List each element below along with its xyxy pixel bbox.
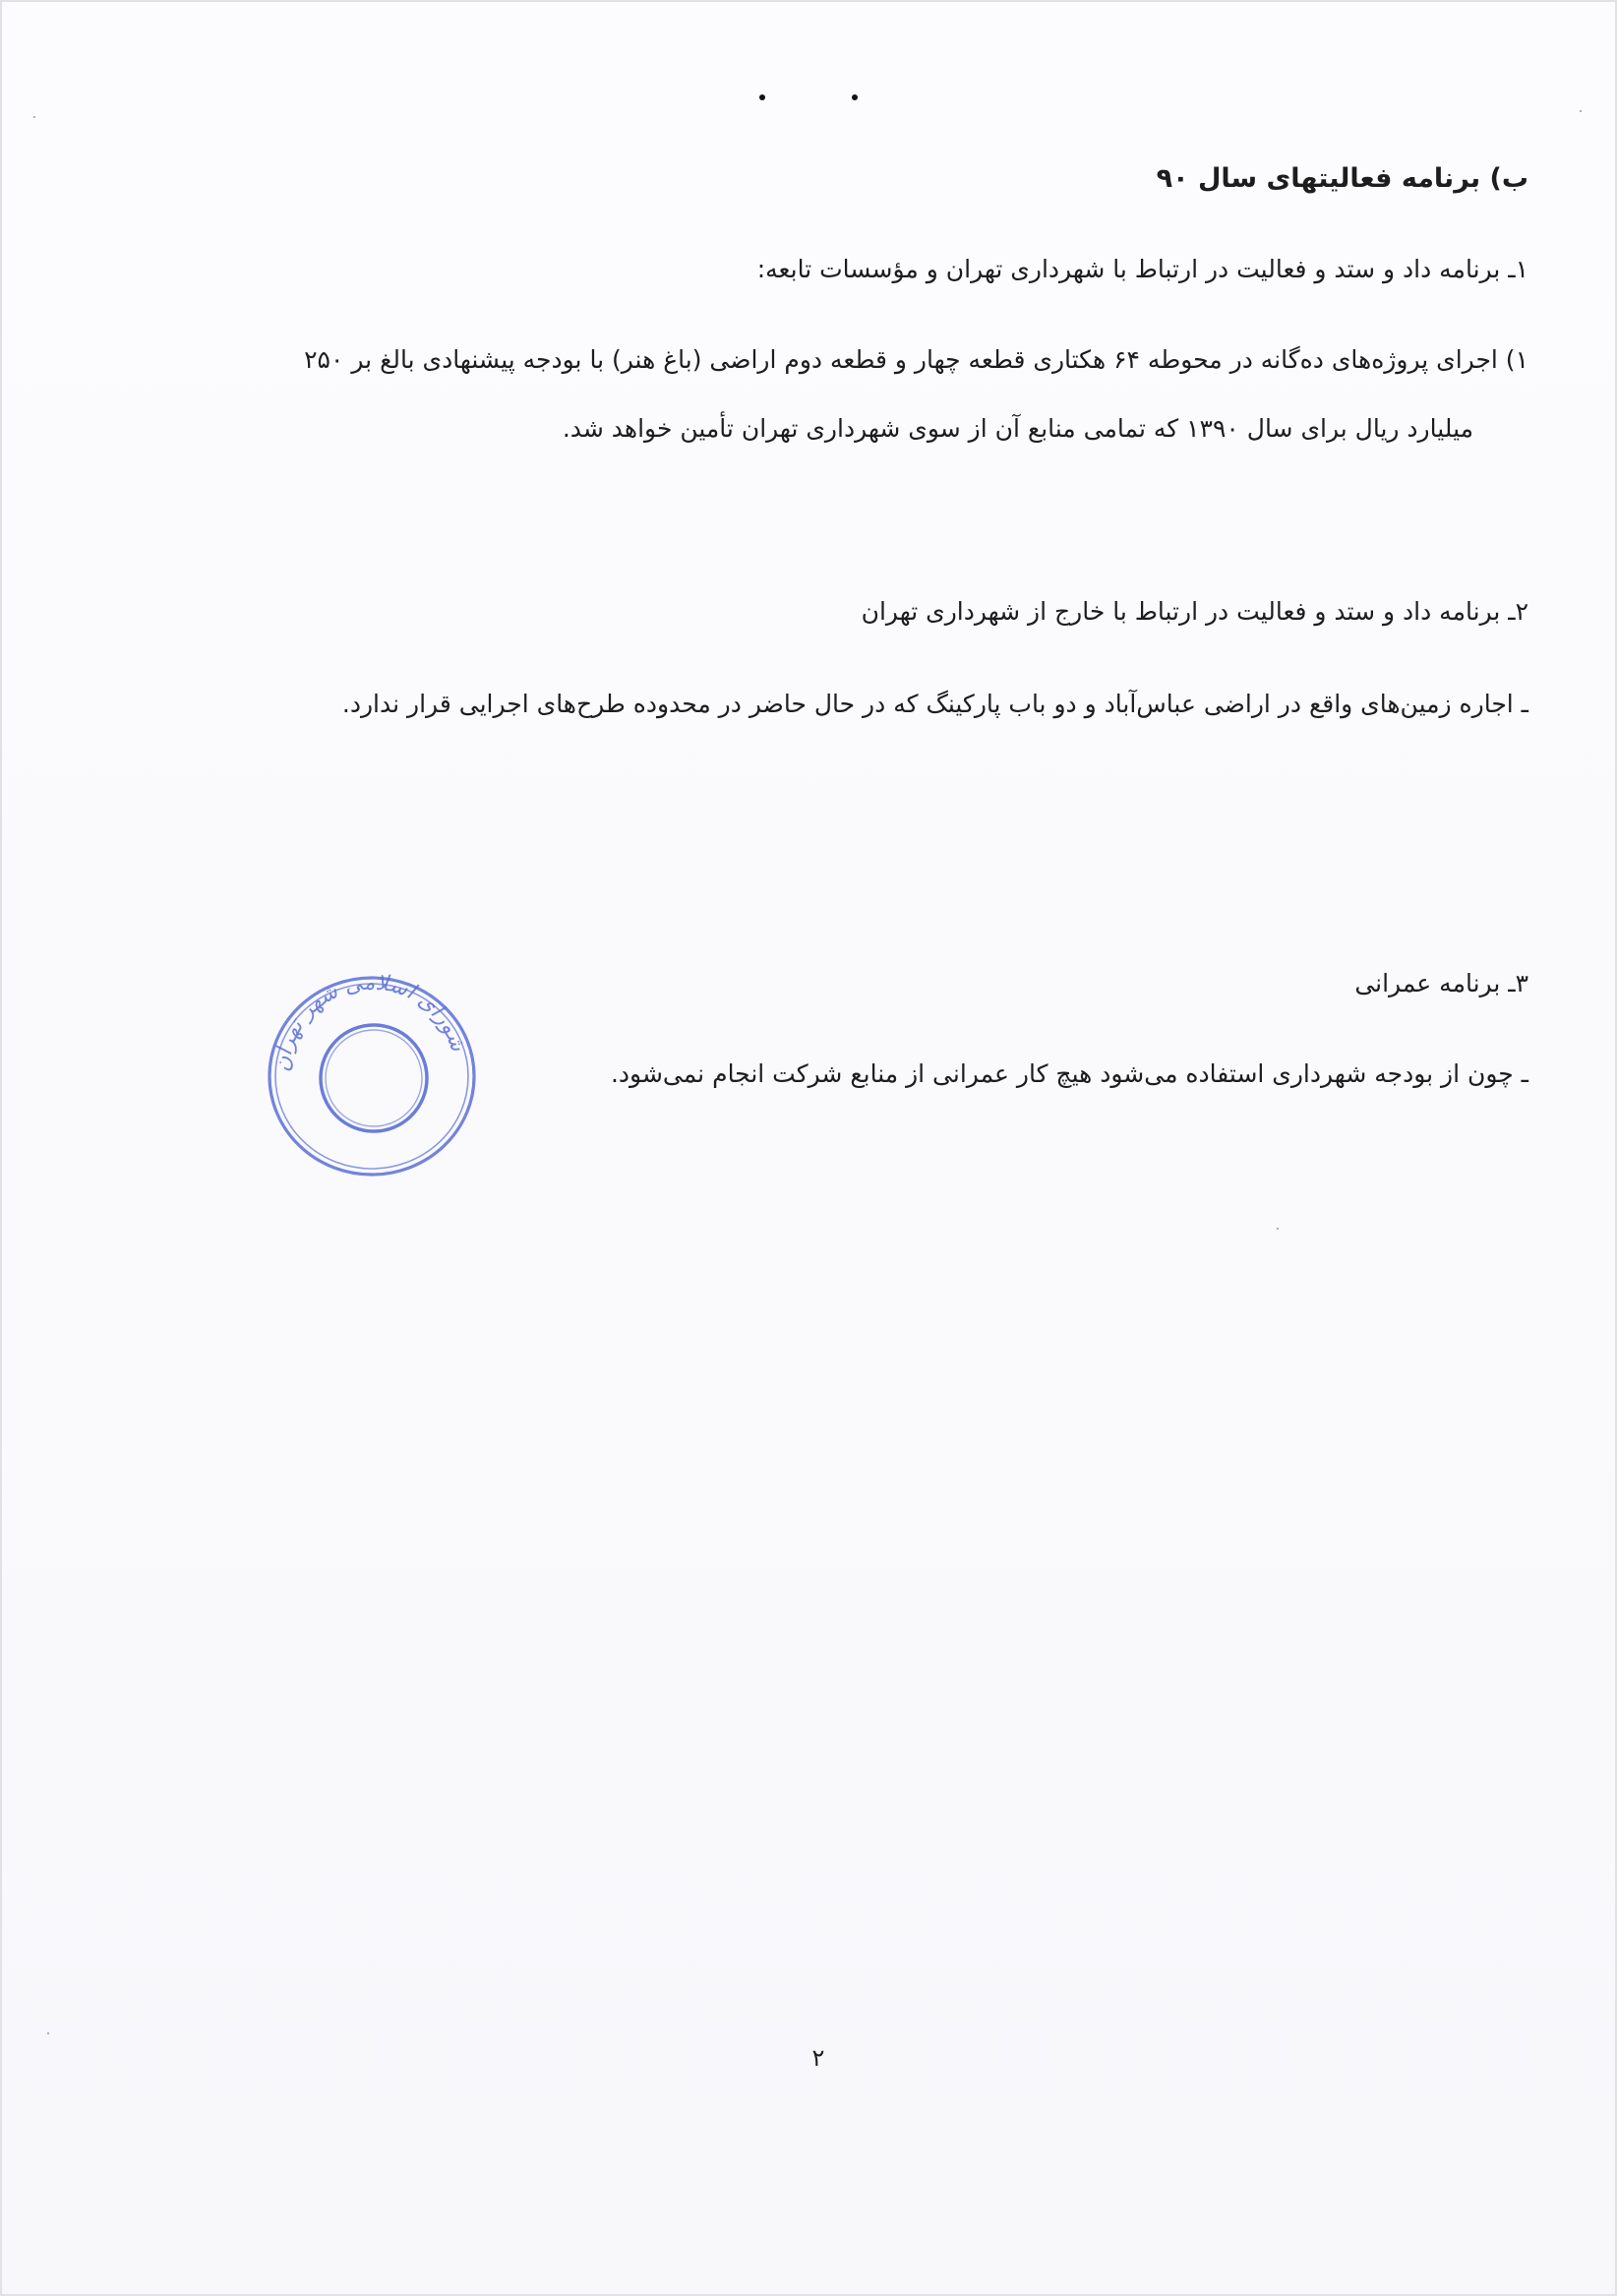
item-1-line-2: میلیارد ریال برای سال ۱۳۹۰ که تمامی منابع آن از سوی شهرداری تهران تأمین خواهد شد. (562, 414, 1473, 443)
item-1-line-1: ۱) اجرای پروژه‌های ده‌گانه در محوطه ۶۴ هکتاری قطعه چهار و قطعه دوم اراضی (باغ هنر) با بودجه پیشنهادی بالغ بر ۲۵۰ (304, 345, 1528, 374)
page-number: ۲ (811, 2044, 825, 2072)
scan-speck (1277, 1228, 1279, 1230)
item-2-title: ۲ـ برنامه داد و ستد و فعالیت در ارتباط با خارج از شهرداری تهران (861, 597, 1528, 626)
item-3-body: ـ چون از بودجه شهرداری استفاده می‌شود هیچ کار عمرانی از منابع شرکت انجام نمی‌شود. (610, 1059, 1528, 1088)
header-dot-right (852, 94, 858, 100)
scan-speck (33, 116, 35, 118)
seal-text: شورای اسلامی شهر تهران (270, 970, 471, 1073)
scan-speck (1580, 110, 1582, 112)
section-heading: ب) برنامه فعالیتهای سال ۹۰ (1156, 163, 1528, 194)
header-dot-left (759, 94, 765, 100)
council-seal-stamp (258, 962, 486, 1190)
svg-text:شورای اسلامی شهر تهران (270, 971, 471, 1073)
item-3-title: ۳ـ برنامه عمرانی (1354, 969, 1528, 997)
item-2-body: ـ اجاره زمین‌های واقع در اراضی عباس‌آباد و دو باب پارکینگ که در حال حاضر در محدوده طرح‌های اجرایی قرار ندارد. (341, 690, 1528, 718)
item-1-title: ۱ـ برنامه داد و ستد و فعالیت در ارتباط با شهرداری تهران و مؤسسات تابعه: (756, 255, 1528, 283)
scan-speck (47, 2032, 49, 2034)
item-1-paragraph (33, 342, 1528, 447)
